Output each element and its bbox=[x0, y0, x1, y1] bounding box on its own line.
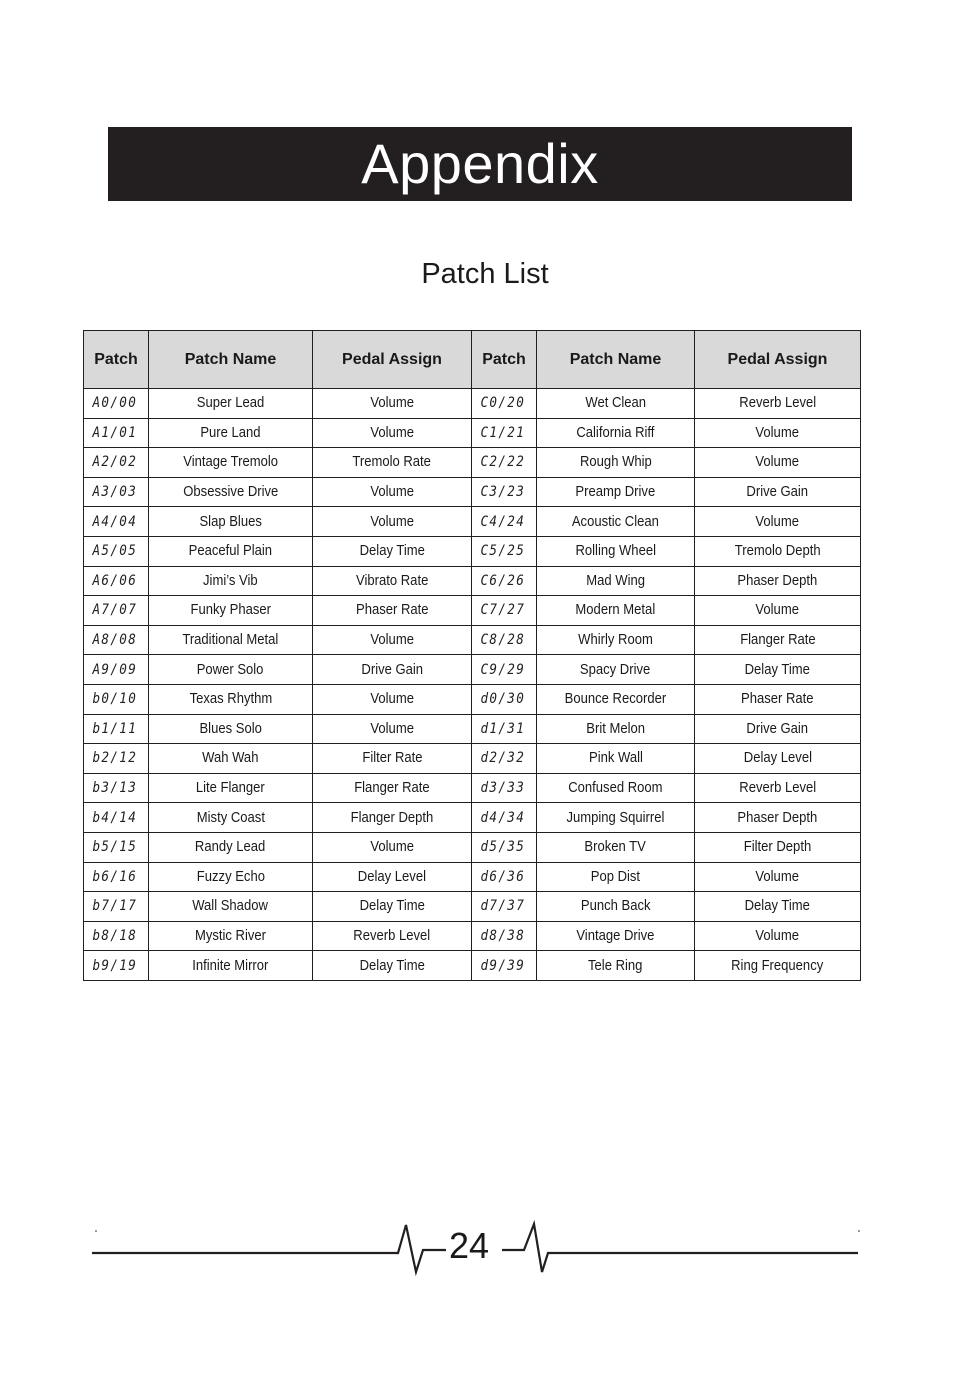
patch-code-cell-text: C1/21 bbox=[480, 424, 526, 441]
patch-name-cell-text: Confused Room bbox=[568, 780, 663, 797]
patch-name-cell bbox=[537, 596, 695, 626]
pedal-assign-cell bbox=[695, 448, 861, 478]
pedal-assign-cell bbox=[313, 921, 472, 951]
patch-name-cell bbox=[537, 418, 695, 448]
patch-code-cell-text: d8/38 bbox=[480, 927, 526, 944]
patch-code-cell-text: C2/22 bbox=[480, 454, 526, 471]
pedal-assign-cell bbox=[695, 744, 861, 774]
patch-name-cell-text: Modern Metal bbox=[575, 602, 656, 619]
patch-code-cell-text: b3/13 bbox=[92, 780, 138, 797]
table-row bbox=[84, 803, 861, 833]
patch-name-cell bbox=[149, 566, 313, 596]
table-row bbox=[84, 832, 861, 862]
patch-name-cell bbox=[537, 862, 695, 892]
pedal-assign-cell-text: Volume bbox=[370, 691, 414, 708]
patch-name-cell bbox=[149, 536, 313, 566]
patch-name-cell bbox=[149, 596, 313, 626]
pedal-assign-cell-text: Delay Time bbox=[359, 898, 425, 915]
patch-name-cell-text: Wah Wah bbox=[202, 750, 259, 767]
column-header-patch: Patch bbox=[472, 331, 537, 389]
page-number: 24 bbox=[449, 1225, 490, 1266]
table-body bbox=[84, 389, 861, 981]
patch-code-cell bbox=[84, 714, 149, 744]
patch-code-cell bbox=[84, 507, 149, 537]
pedal-assign-cell bbox=[313, 566, 472, 596]
table-row bbox=[84, 477, 861, 507]
pedal-assign-cell-text: Ring Frequency bbox=[731, 957, 824, 974]
pedal-assign-cell bbox=[695, 951, 861, 981]
table-row bbox=[84, 921, 861, 951]
patch-code-cell-text: C3/23 bbox=[480, 484, 526, 501]
patch-code-cell-text: b2/12 bbox=[92, 750, 138, 767]
patch-code-cell bbox=[472, 536, 537, 566]
patch-name-cell bbox=[537, 803, 695, 833]
patch-code-cell bbox=[472, 596, 537, 626]
pedal-assign-cell-text: Drive Gain bbox=[361, 661, 423, 678]
patch-name-cell bbox=[149, 921, 313, 951]
table-row bbox=[84, 507, 861, 537]
pedal-assign-cell bbox=[313, 418, 472, 448]
patch-name-cell-text: Pure Land bbox=[200, 424, 261, 441]
patch-code-cell bbox=[472, 892, 537, 922]
patch-name-cell-text: Misty Coast bbox=[196, 809, 265, 826]
pedal-assign-cell-text: Tremolo Depth bbox=[734, 543, 821, 560]
pedal-assign-cell-text: Drive Gain bbox=[746, 720, 809, 737]
patch-name-cell bbox=[537, 655, 695, 685]
pedal-assign-cell bbox=[313, 389, 472, 419]
patch-name-cell-text: Funky Phaser bbox=[190, 602, 271, 619]
table-row bbox=[84, 596, 861, 626]
patch-name-cell bbox=[537, 477, 695, 507]
pedal-assign-cell bbox=[695, 625, 861, 655]
pedal-assign-cell bbox=[695, 684, 861, 714]
patch-name-cell-text: Mad Wing bbox=[586, 572, 645, 589]
patch-code-cell bbox=[472, 566, 537, 596]
pedal-assign-cell-text: Flanger Depth bbox=[350, 809, 434, 826]
pedal-assign-cell bbox=[313, 862, 472, 892]
patch-code-cell-text: A6/06 bbox=[92, 572, 138, 589]
pedal-assign-cell-text: Filter Depth bbox=[743, 839, 812, 856]
patch-name-cell-text: Jumping Squirrel bbox=[566, 809, 665, 826]
patch-name-cell bbox=[149, 684, 313, 714]
patch-code-cell-text: d9/39 bbox=[480, 957, 526, 974]
patch-name-cell-text: Fuzzy Echo bbox=[196, 868, 265, 885]
pedal-assign-cell-text: Volume bbox=[370, 513, 414, 530]
appendix-header-band bbox=[108, 127, 852, 201]
patch-code-cell-text: b0/10 bbox=[92, 691, 138, 708]
patch-code-cell bbox=[84, 625, 149, 655]
patch-code-cell bbox=[472, 744, 537, 774]
patch-code-cell bbox=[84, 418, 149, 448]
patch-name-cell bbox=[149, 862, 313, 892]
patch-code-cell-text: C4/24 bbox=[480, 513, 526, 530]
pedal-assign-cell-text: Delay Time bbox=[359, 543, 425, 560]
pedal-assign-cell bbox=[695, 596, 861, 626]
patch-list-table bbox=[83, 330, 861, 981]
patch-code-cell bbox=[472, 773, 537, 803]
patch-code-cell bbox=[472, 921, 537, 951]
pedal-assign-cell bbox=[313, 892, 472, 922]
pedal-assign-cell-text: Delay Time bbox=[744, 898, 811, 915]
pedal-assign-cell bbox=[313, 625, 472, 655]
pedal-assign-cell bbox=[313, 803, 472, 833]
patch-code-cell-text: d5/35 bbox=[480, 839, 526, 856]
pedal-assign-cell bbox=[313, 655, 472, 685]
patch-code-cell-text: b5/15 bbox=[92, 839, 138, 856]
patch-code-cell bbox=[84, 744, 149, 774]
patch-name-cell bbox=[537, 625, 695, 655]
patch-name-cell-text: Power Solo bbox=[197, 661, 264, 678]
patch-name-cell bbox=[149, 625, 313, 655]
patch-name-cell-text: Bounce Recorder bbox=[564, 691, 667, 708]
pedal-assign-cell-text: Flanger Rate bbox=[354, 780, 430, 797]
pedal-assign-cell-text: Delay Time bbox=[359, 957, 425, 974]
patch-code-cell-text: A0/00 bbox=[92, 395, 138, 412]
table-row bbox=[84, 389, 861, 419]
patch-name-cell bbox=[537, 684, 695, 714]
pedal-assign-cell-text: Vibrato Rate bbox=[355, 572, 429, 589]
patch-name-cell-text: Mystic River bbox=[194, 927, 267, 944]
table-row bbox=[84, 625, 861, 655]
pedal-assign-cell bbox=[695, 507, 861, 537]
patch-code-cell bbox=[472, 389, 537, 419]
table-row bbox=[84, 536, 861, 566]
patch-name-cell-text: Lite Flanger bbox=[196, 780, 265, 797]
patch-name-cell-text: Rolling Wheel bbox=[575, 543, 656, 560]
patch-name-cell bbox=[149, 714, 313, 744]
footer-line-left bbox=[92, 1225, 446, 1272]
patch-code-cell bbox=[472, 714, 537, 744]
pedal-assign-cell-text: Phaser Rate bbox=[355, 602, 429, 619]
patch-code-cell bbox=[472, 625, 537, 655]
table-row bbox=[84, 684, 861, 714]
pedal-assign-cell-text: Volume bbox=[755, 868, 800, 885]
patch-name-cell-text: Peaceful Plain bbox=[188, 543, 273, 560]
pedal-assign-cell-text: Volume bbox=[755, 927, 800, 944]
patch-name-cell-text: Randy Lead bbox=[195, 839, 266, 856]
patch-name-cell bbox=[149, 832, 313, 862]
patch-name-cell-text: Acoustic Clean bbox=[571, 513, 660, 530]
patch-name-cell bbox=[149, 773, 313, 803]
table-row bbox=[84, 448, 861, 478]
patch-name-cell bbox=[537, 566, 695, 596]
table-row bbox=[84, 566, 861, 596]
pedal-assign-cell-text: Volume bbox=[370, 424, 414, 441]
patch-name-cell bbox=[537, 389, 695, 419]
patch-name-cell bbox=[537, 892, 695, 922]
pedal-assign-cell bbox=[313, 714, 472, 744]
patch-code-cell-text: C0/20 bbox=[480, 395, 526, 412]
patch-code-cell bbox=[84, 684, 149, 714]
pedal-assign-cell bbox=[695, 655, 861, 685]
patch-code-cell-text: b4/14 bbox=[92, 809, 138, 826]
patch-code-cell-text: C9/29 bbox=[480, 661, 526, 678]
patch-code-cell-text: b6/16 bbox=[92, 868, 138, 885]
pedal-assign-cell-text: Phaser Rate bbox=[741, 691, 814, 708]
section-title: Patch List bbox=[421, 258, 549, 290]
patch-name-cell bbox=[537, 921, 695, 951]
patch-name-cell-text: California Riff bbox=[576, 424, 655, 441]
patch-name-cell-text: Pop Dist bbox=[590, 868, 641, 885]
pedal-assign-cell-text: Volume bbox=[755, 602, 800, 619]
pedal-assign-cell-text: Volume bbox=[370, 720, 414, 737]
pedal-assign-cell-text: Volume bbox=[755, 424, 800, 441]
patch-name-cell bbox=[149, 477, 313, 507]
patch-name-cell-text: Tele Ring bbox=[588, 957, 643, 974]
patch-code-cell-text: d0/30 bbox=[480, 691, 526, 708]
pedal-assign-cell bbox=[313, 507, 472, 537]
patch-name-cell-text: Texas Rhythm bbox=[189, 691, 272, 708]
table-row bbox=[84, 655, 861, 685]
patch-code-cell-text: A9/09 bbox=[92, 661, 138, 678]
patch-code-cell bbox=[472, 418, 537, 448]
pedal-assign-cell-text: Drive Gain bbox=[746, 484, 809, 501]
footer-line-right bbox=[502, 1224, 858, 1272]
patch-code-cell bbox=[472, 507, 537, 537]
patch-name-cell bbox=[537, 507, 695, 537]
patch-code-cell bbox=[84, 477, 149, 507]
pedal-assign-cell-text: Delay Level bbox=[743, 750, 812, 767]
patch-code-cell-text: A7/07 bbox=[92, 602, 138, 619]
pedal-assign-cell bbox=[313, 536, 472, 566]
pedal-assign-cell-text: Reverb Level bbox=[739, 395, 816, 412]
patch-name-cell-text: Traditional Metal bbox=[182, 632, 279, 649]
patch-name-cell-text: Brit Melon bbox=[586, 720, 645, 737]
patch-code-cell bbox=[472, 803, 537, 833]
patch-name-cell-text: Jimi’s Vib bbox=[203, 572, 258, 589]
patch-name-cell-text: Wall Shadow bbox=[192, 898, 269, 915]
pedal-assign-cell bbox=[695, 921, 861, 951]
patch-code-cell bbox=[84, 921, 149, 951]
patch-name-cell bbox=[149, 803, 313, 833]
patch-code-cell-text: C6/26 bbox=[480, 572, 526, 589]
patch-name-cell bbox=[149, 655, 313, 685]
pedal-assign-cell-text: Phaser Depth bbox=[737, 572, 818, 589]
footer-dot-left bbox=[95, 1230, 97, 1232]
patch-code-cell-text: b7/17 bbox=[92, 898, 138, 915]
pedal-assign-cell bbox=[313, 744, 472, 774]
column-header-patch: Patch bbox=[84, 331, 149, 389]
patch-name-cell bbox=[537, 536, 695, 566]
pedal-assign-cell-text: Volume bbox=[370, 839, 414, 856]
column-header-pedal-assign: Pedal Assign bbox=[313, 331, 472, 389]
pedal-assign-cell bbox=[313, 951, 472, 981]
patch-name-cell-text: Obsessive Drive bbox=[182, 484, 279, 501]
pedal-assign-cell bbox=[695, 803, 861, 833]
patch-code-cell bbox=[472, 448, 537, 478]
pedal-assign-cell bbox=[695, 862, 861, 892]
pedal-assign-cell-text: Flanger Rate bbox=[739, 632, 816, 649]
patch-code-cell bbox=[84, 951, 149, 981]
patch-name-cell-text: Pink Wall bbox=[588, 750, 643, 767]
pedal-assign-cell bbox=[313, 448, 472, 478]
patch-code-cell-text: C8/28 bbox=[480, 632, 526, 649]
patch-code-cell bbox=[472, 951, 537, 981]
patch-code-cell bbox=[84, 448, 149, 478]
patch-code-cell-text: C5/25 bbox=[480, 543, 526, 560]
patch-code-cell bbox=[84, 389, 149, 419]
patch-code-cell bbox=[84, 655, 149, 685]
patch-code-cell-text: b1/11 bbox=[92, 720, 138, 737]
patch-name-cell-text: Slap Blues bbox=[199, 513, 262, 530]
patch-name-cell bbox=[149, 448, 313, 478]
pedal-assign-cell-text: Delay Level bbox=[357, 868, 427, 885]
patch-name-cell bbox=[537, 951, 695, 981]
patch-name-cell-text: Whirly Room bbox=[578, 632, 653, 649]
pedal-assign-cell-text: Volume bbox=[755, 454, 800, 471]
pedal-assign-cell bbox=[695, 418, 861, 448]
pedal-assign-cell bbox=[695, 714, 861, 744]
patch-name-cell-text: Rough Whip bbox=[579, 454, 652, 471]
patch-name-cell-text: Wet Clean bbox=[585, 395, 646, 412]
patch-name-cell-text: Punch Back bbox=[580, 898, 651, 915]
pedal-assign-cell bbox=[695, 566, 861, 596]
patch-name-cell-text: Infinite Mirror bbox=[192, 957, 269, 974]
patch-name-cell-text: Super Lead bbox=[196, 395, 265, 412]
patch-name-cell bbox=[149, 744, 313, 774]
pedal-assign-cell bbox=[695, 773, 861, 803]
patch-code-cell bbox=[84, 803, 149, 833]
patch-code-cell bbox=[84, 892, 149, 922]
pedal-assign-cell bbox=[695, 389, 861, 419]
patch-name-cell-text: Broken TV bbox=[584, 839, 647, 856]
patch-name-cell-text: Vintage Drive bbox=[576, 927, 655, 944]
column-header-patch-name: Patch Name bbox=[537, 331, 695, 389]
pedal-assign-cell-text: Tremolo Rate bbox=[352, 454, 432, 471]
patch-name-cell bbox=[149, 389, 313, 419]
table-row bbox=[84, 862, 861, 892]
patch-code-cell-text: A5/05 bbox=[92, 543, 138, 560]
patch-code-cell-text: d4/34 bbox=[480, 809, 526, 826]
pedal-assign-cell bbox=[313, 477, 472, 507]
footer-dot-right bbox=[858, 1230, 860, 1232]
pedal-assign-cell-text: Volume bbox=[370, 395, 414, 412]
table-row bbox=[84, 744, 861, 774]
patch-name-cell bbox=[537, 773, 695, 803]
patch-code-cell-text: A1/01 bbox=[92, 424, 138, 441]
pedal-assign-cell bbox=[313, 773, 472, 803]
patch-code-cell bbox=[472, 684, 537, 714]
patch-code-cell-text: A2/02 bbox=[92, 454, 138, 471]
table-row bbox=[84, 892, 861, 922]
patch-name-cell-text: Spacy Drive bbox=[580, 661, 651, 678]
pedal-assign-cell bbox=[695, 832, 861, 862]
patch-code-cell bbox=[84, 536, 149, 566]
patch-code-cell-text: b9/19 bbox=[92, 957, 138, 974]
table-header-row bbox=[84, 331, 861, 389]
page-title: Appendix bbox=[361, 132, 599, 195]
patch-code-cell-text: d7/37 bbox=[480, 898, 526, 915]
pedal-assign-cell bbox=[313, 684, 472, 714]
patch-name-cell bbox=[537, 714, 695, 744]
patch-name-cell bbox=[537, 832, 695, 862]
patch-code-cell-text: d3/33 bbox=[480, 780, 526, 797]
table-row bbox=[84, 951, 861, 981]
patch-code-cell bbox=[84, 862, 149, 892]
patch-code-cell bbox=[472, 862, 537, 892]
pedal-assign-cell bbox=[695, 536, 861, 566]
patch-code-cell bbox=[84, 773, 149, 803]
patch-name-cell bbox=[537, 448, 695, 478]
table-row bbox=[84, 418, 861, 448]
column-header-pedal-assign: Pedal Assign bbox=[695, 331, 861, 389]
table-row bbox=[84, 714, 861, 744]
pedal-assign-cell-text: Reverb Level bbox=[739, 780, 816, 797]
pedal-assign-cell-text: Volume bbox=[370, 632, 414, 649]
patch-name-cell bbox=[149, 951, 313, 981]
patch-name-cell-text: Preamp Drive bbox=[575, 484, 656, 501]
pedal-assign-cell-text: Delay Time bbox=[744, 661, 811, 678]
patch-code-cell-text: d6/36 bbox=[480, 868, 526, 885]
pedal-assign-cell bbox=[695, 892, 861, 922]
pedal-assign-cell-text: Phaser Depth bbox=[737, 809, 818, 826]
patch-code-cell bbox=[472, 477, 537, 507]
patch-code-cell bbox=[472, 655, 537, 685]
pedal-assign-cell-text: Volume bbox=[370, 484, 414, 501]
patch-code-cell-text: b8/18 bbox=[92, 927, 138, 944]
patch-code-cell bbox=[472, 832, 537, 862]
pedal-assign-cell bbox=[313, 832, 472, 862]
pedal-assign-cell-text: Volume bbox=[755, 513, 800, 530]
pedal-assign-cell-text: Reverb Level bbox=[353, 927, 431, 944]
pedal-assign-cell bbox=[313, 596, 472, 626]
pedal-assign-cell bbox=[695, 477, 861, 507]
patch-code-cell-text: A8/08 bbox=[92, 632, 138, 649]
patch-name-cell bbox=[149, 507, 313, 537]
patch-name-cell-text: Vintage Tremolo bbox=[183, 454, 278, 471]
patch-code-cell-text: A3/03 bbox=[92, 484, 138, 501]
patch-name-cell bbox=[149, 418, 313, 448]
patch-name-cell bbox=[149, 892, 313, 922]
patch-code-cell bbox=[84, 832, 149, 862]
patch-code-cell-text: C7/27 bbox=[480, 602, 526, 619]
pedal-assign-cell-text: Filter Rate bbox=[361, 750, 423, 767]
patch-code-cell-text: d1/31 bbox=[480, 720, 526, 737]
patch-name-cell-text: Blues Solo bbox=[199, 720, 262, 737]
column-header-patch-name: Patch Name bbox=[149, 331, 313, 389]
table-row bbox=[84, 773, 861, 803]
patch-code-cell-text: A4/04 bbox=[92, 513, 138, 530]
patch-code-cell bbox=[84, 596, 149, 626]
patch-code-cell bbox=[84, 566, 149, 596]
patch-name-cell bbox=[537, 744, 695, 774]
patch-code-cell-text: d2/32 bbox=[480, 750, 526, 767]
